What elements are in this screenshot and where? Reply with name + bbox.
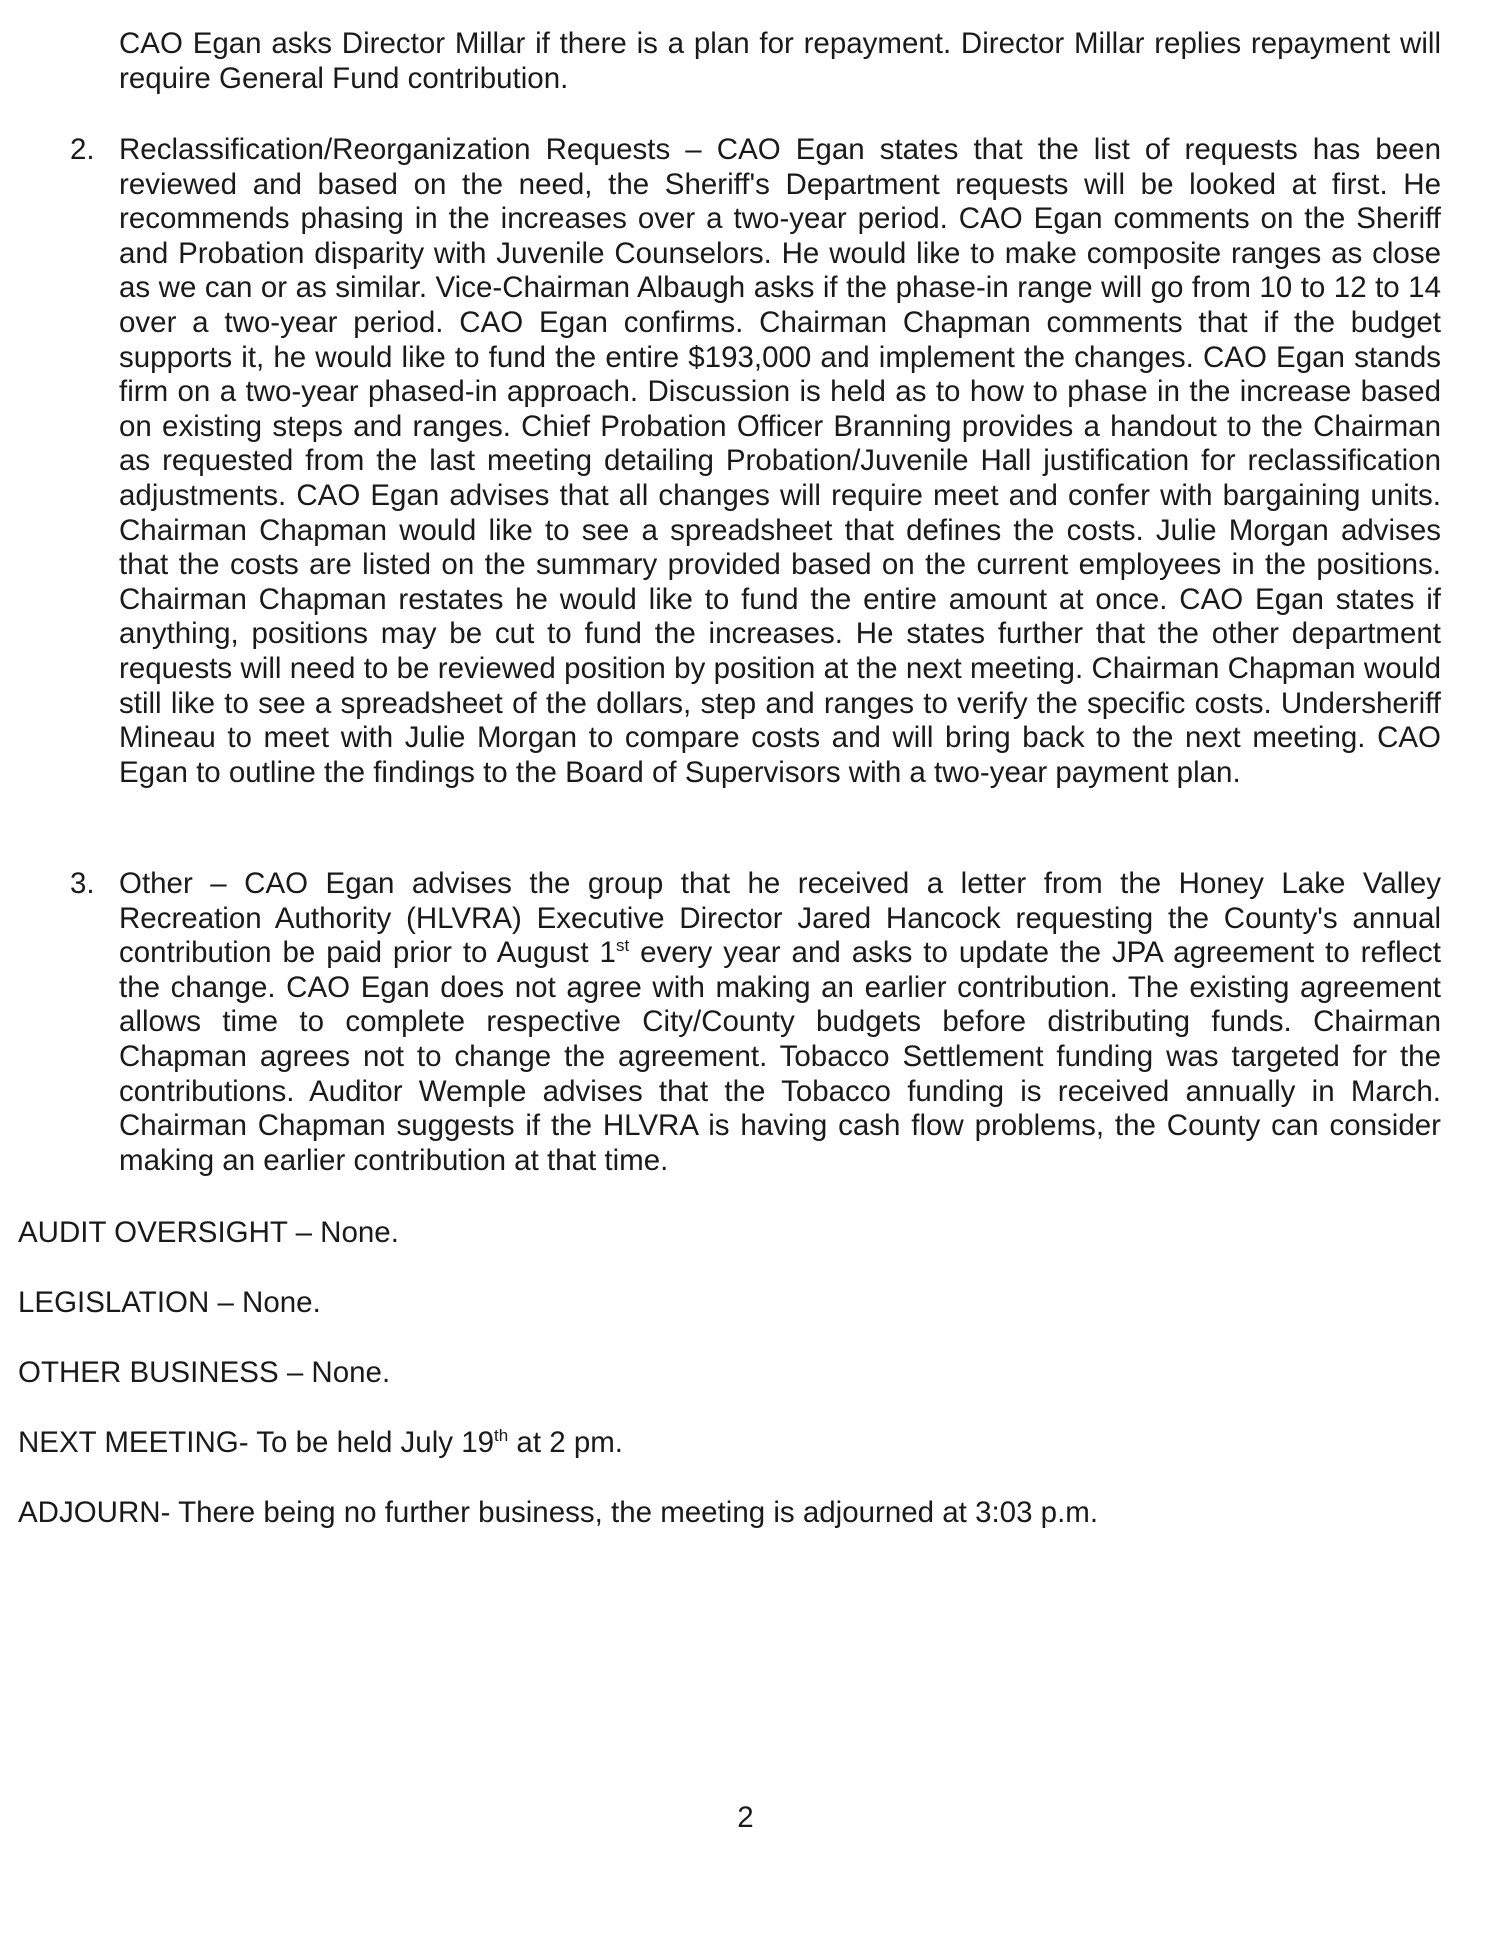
continuation-paragraph: CAO Egan asks Director Millar if there is a plan for repayment. Director Millar replies repayment will require General Fund contribution. [119, 27, 1441, 95]
next-meeting-text-part-2: at 2 pm. [508, 1426, 623, 1459]
page-number: 2 [737, 1801, 754, 1834]
next-meeting-superscript: th [494, 1426, 509, 1446]
item-other-text-part-1: Other – CAO Egan advises the group that he received a letter from the Honey Lake Valley Recreation Authority (HLVRA) Executive Director Jared Hancock requesting the County's annual contribution be paid prior to August 1 [119, 867, 1441, 970]
next-meeting-line [18, 1426, 623, 1461]
item-number-2: 2. [70, 133, 95, 166]
adjourn-line: ADJOURN- There being no further business, the meeting is adjourned at 3:03 p.m. [18, 1496, 1099, 1529]
other-business-heading: OTHER BUSINESS – None. [18, 1356, 391, 1389]
item-number-3: 3. [70, 867, 95, 900]
audit-oversight-heading: AUDIT OVERSIGHT – None. [18, 1216, 399, 1249]
legislation-heading: LEGISLATION – None. [18, 1286, 321, 1319]
item-other-text-part-2: every year and asks to update the JPA agreement to reflect the change. CAO Egan does not agree with making an earlier contribution. The existing agreement allows time to complete respective City/County budgets before distributing funds. Chairman Chapman agrees not to change the agreement. Tobacco Settlement funding was targeted for the contributions. Auditor Wemple advises that the Tobacco funding is received annually in March. Chairman Chapman suggests if the HLVRA is having cash flow problems, the County can consider making an earlier contribution at that time. [119, 936, 1442, 1177]
item-other-superscript: st [615, 936, 630, 956]
next-meeting-text-part-1: NEXT MEETING- To be held July 19 [18, 1426, 495, 1459]
item-other-paragraph [119, 867, 1441, 1178]
item-reclassification-paragraph: Reclassification/Reorganization Requests – CAO Egan states that the list of requests has been reviewed and based on the need, the Sheriff's Department requests will be looked at first. He recommends phasing in the increases over a two-year period. CAO Egan comments on the Sheriff and Probation disparity with Juvenile Counselors. He would like to make composite ranges as close as we can or as similar. Vice-Chairman Albaugh asks if the phase-in range will go from 10 to 12 to 14 over a two-year period. CAO Egan confirms. Chairman Chapman comments that if the budget supports it, he would like to fund the entire $193,000 and implement the changes. CAO Egan stands firm on a two-year phased-in approach. Discussion is held as to how to phase in the increase based on existing steps and ranges. Chief Probation Officer Branning provides a handout to the Chairman as requested from the last meeting detailing Probation/Juvenile Hall justification for reclassification adjustments. CAO Egan advises that all changes will require meet and confer with bargaining units. Chairman Chapman would like to see a spreadsheet that defines the costs. Julie Morgan advises that the costs are listed on the summary provided based on the current employees in the positions. Chairman Chapman restates he would like to fund the entire amount at once. CAO Egan states if anything, positions may be cut to fund the increases. He states further that the other department requests will need to be reviewed position by position at the next meeting. Chairman Chapman would still like to see a spreadsheet of the dollars, step and ranges to verify the specific costs. Undersheriff Mineau to meet with Julie Morgan to compare costs and will bring back to the next meeting. CAO Egan to outline the findings to the Board of Supervisors with a two-year payment plan. [119, 133, 1441, 789]
